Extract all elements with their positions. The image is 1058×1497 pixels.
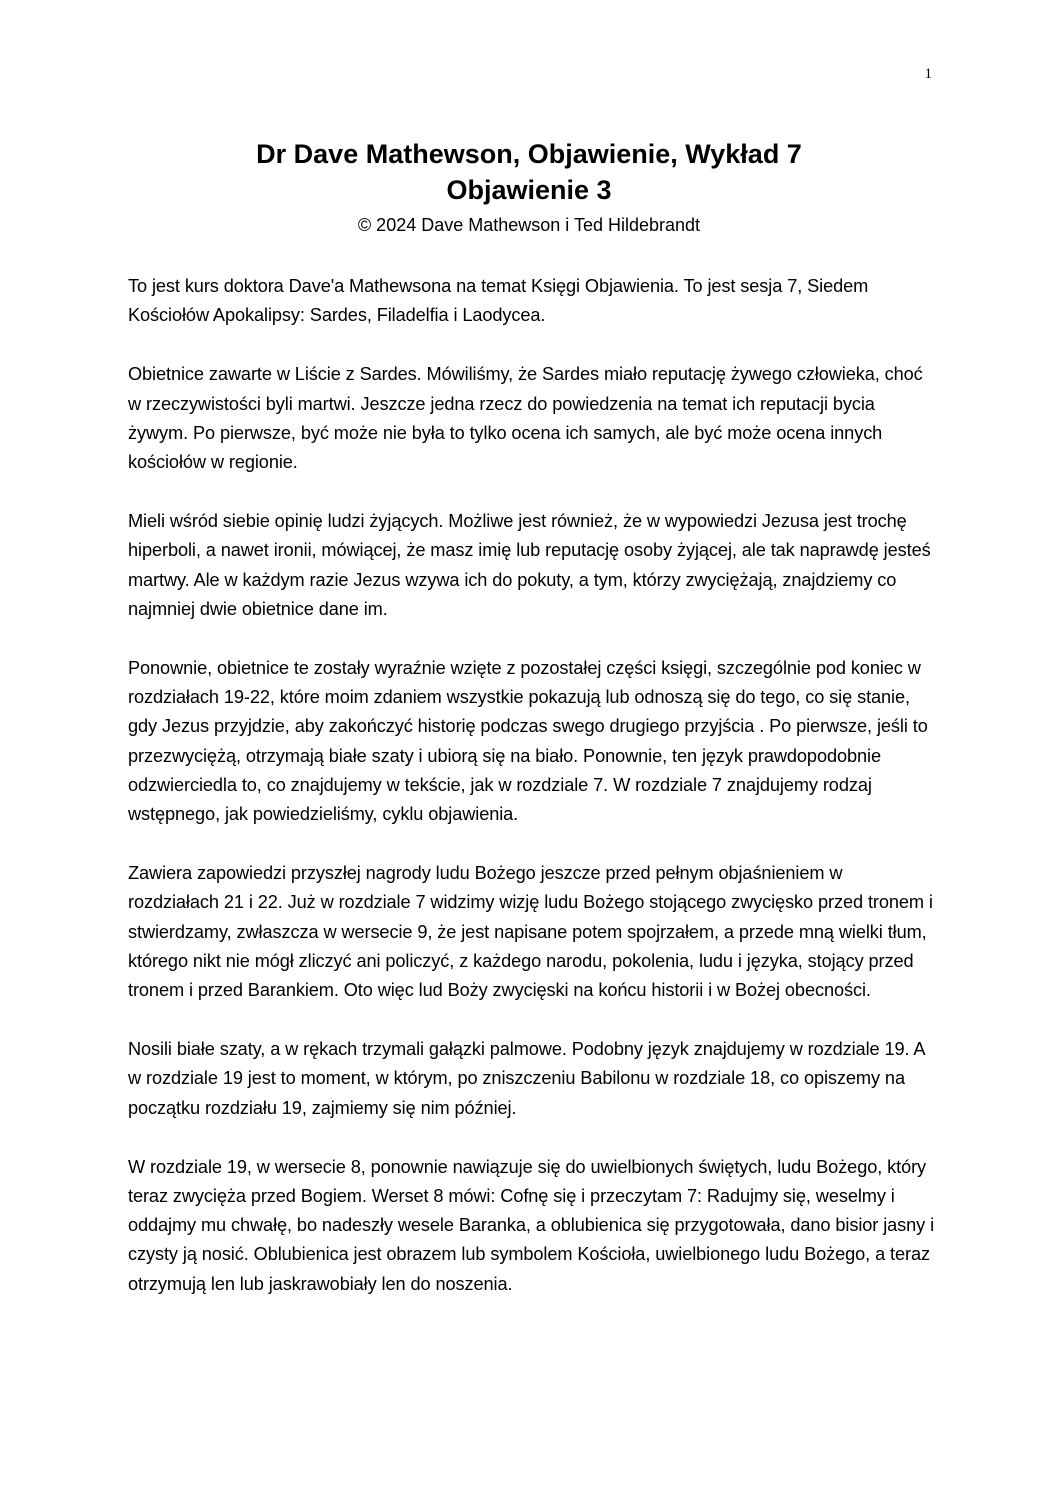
page-number: 1 [924, 66, 932, 82]
document-body [128, 272, 938, 1329]
paragraph: W rozdziale 19, w wersecie 8, ponownie nawiązuje się do uwielbionych świętych, ludu Bożego, który teraz zwycięża przed Bogiem. Werset 8 mówi: Cofnę się i przeczytam 7: Radujmy się, weselmy i oddajmy mu chwałę, bo nadeszły wesele Baranka, a oblubienica się przygotowała, dano bisior jasny i czysty ją nosić. Oblubienica jest obrazem lub symbolem Kościoła, uwielbionego ludu Bożego, a teraz otrzymują len lub jaskrawobiały len do noszenia. [128, 1156, 935, 1294]
paragraph: To jest kurs doktora Dave'a Mathewsona na temat Księgi Objawienia. To jest sesja 7, Siedem Kościołów Apokalipsy: Sardes, Filadelfia i Laodycea. [128, 276, 869, 326]
paragraph: Nosili białe szaty, a w rękach trzymali gałązki palmowe. Podobny język znajdujemy w rozdziale 19. A w rozdziale 19 jest to moment, w którym, po zniszczeniu Babilonu w rozdziale 18, co opiszemy na początku rozdziału 19, zajmiemy się nim później. [128, 1039, 925, 1118]
paragraph: Obietnice zawarte w Liście z Sardes. Mówiliśmy, że Sardes miało reputację żywego człowieka, choć w rzeczywistości byli martwi. Jeszcze jedna rzecz do powiedzenia na temat ich reputacji bycia żywym. Po pierwsze, być może nie była to tylko ocena ich samych, ale być może ocena innych kościołów w regionie. [128, 364, 923, 473]
document-subtitle: Objawienie 3 [446, 175, 612, 205]
paragraph: Ponownie, obietnice te zostały wyraźnie wzięte z pozostałej części księgi, szczególnie pod koniec w rozdziałach 19-22, które moim zdaniem wszystkie pokazują lub odnoszą się do tego, co się stanie, gdy Jezus przyjdzie, aby zakończyć historię podczas swego drugiego przyjścia . Po pierwsze, jeśli to przezwyciężą, otrzymają białe szaty i ubiorą się na biało. Ponownie, ten język prawdopodobnie odzwierciedla to, co znajdujemy w tekście, jak w rozdziale 7. W rozdziale 7 znajdujemy rodzaj wstępnego, jak powiedzieliśmy, cyklu objawienia. [128, 658, 928, 825]
copyright-line: © 2024 Dave Mathewson i Ted Hildebrandt [357, 215, 701, 235]
paragraph: Mieli wśród siebie opinię ludzi żyjących. Możliwe jest również, że w wypowiedzi Jezusa jest trochę hiperboli, a nawet ironii, mówiącej, że masz imię lub reputację osoby żyjącej, ale tak naprawdę jesteś martwy. Ale w każdym razie Jezus wzywa ich do pokuty, a tym, którzy zwyciężają, znajdziemy co najmniej dwie obietnice dane im. [128, 511, 931, 619]
paragraph: Zawiera zapowiedzi przyszłej nagrody ludu Bożego jeszcze przed pełnym objaśnieniem w rozdziałach 21 i 22. Już w rozdziale 7 widzimy wizję ludu Bożego stojącego zwycięsko przed tronem i stwierdzamy, zwłaszcza w wersecie 9, że jest napisane potem spojrzałem, a przede mną wielki tłum, którego nikt nie mógł zliczyć ani policzyć, z każdego narodu, pokolenia, ludu i języka, stojący przed tronem i przed Barankiem. Oto więc lud Boży zwycięski na końcu historii i w Bożej obecności. [128, 863, 933, 1001]
document-title: Dr Dave Mathewson, Objawienie, Wykład 7 [256, 139, 802, 169]
title-block [0, 136, 1058, 238]
